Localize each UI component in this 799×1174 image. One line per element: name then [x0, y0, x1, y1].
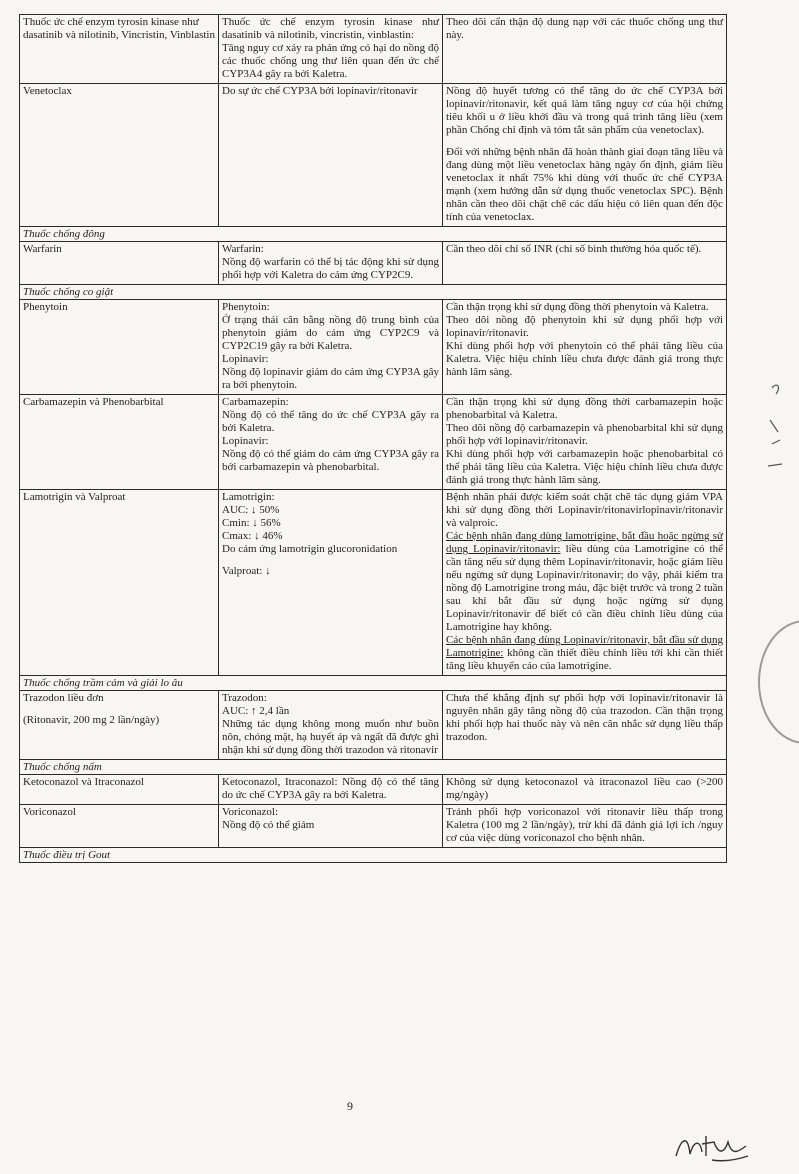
cell-paragraph: Lopinavir: [222, 435, 269, 447]
table-row [20, 242, 727, 285]
cell-paragraph: Bệnh nhân phải được kiểm soát chặt chẽ tác dụng giảm VPA khi sử dụng đồng thời Lopinavir/ritonavirlopinavir/ritonavir và valproic. [446, 491, 723, 529]
signature-mark [672, 1126, 752, 1166]
cell-paragraph: Cần thận trọng khi sử dụng đồng thời phenytoin và Kaletra. [446, 301, 709, 313]
cell-paragraph: Trazodon liều đơn [23, 692, 104, 704]
section-title: Thuốc chống trầm cảm và giải lo âu [20, 676, 727, 691]
effect-cell [219, 691, 443, 760]
cell-paragraph: Lamotrigin và Valproat [23, 491, 126, 503]
recommendation-cell [443, 300, 727, 395]
cell-paragraph: Chưa thể khẳng định sự phối hợp với lopinavir/ritonavir là nguyên nhân gây tăng nồng độ của trazodon. Cần thận trọng khi phối hợp hai thuốc này và nên cân nhắc sử dụng liều thấp trazodon. [446, 692, 723, 743]
effect-cell [219, 775, 443, 805]
drug-name-cell [20, 775, 219, 805]
table-row [20, 805, 727, 848]
drug-name-cell [20, 490, 219, 676]
table-row [20, 395, 727, 490]
table-row [20, 300, 727, 395]
section-title: Thuốc điều trị Gout [20, 848, 727, 863]
cell-paragraph: Khi dùng phối hợp với carbamazepin hoặc phenobarbital có thể phải tăng liều của Kaletra. Việc hiệu chỉnh liều chưa được đánh giá trong thực hành lâm sàng. [446, 448, 723, 486]
section-header-row [20, 760, 727, 775]
table-row [20, 691, 727, 760]
cell-paragraph: Voriconazol [23, 806, 76, 818]
drug-name-cell [20, 15, 219, 84]
table-row [20, 490, 727, 676]
cell-paragraph: Nồng độ có thể tăng do ức chế CYP3A gây ra bởi Kaletra. [222, 409, 439, 434]
paragraph-gap [222, 556, 439, 565]
cell-paragraph: Trazodon: [222, 692, 267, 704]
section-title: Thuốc chống đông [20, 227, 727, 242]
cell-paragraph: Đối với những bệnh nhân đã hoàn thành giai đoạn tăng liều và đang dùng một liều venetoclax hàng ngày ổn định, giảm liều venetoclax ít nhất 75% khi dùng với thuốc ức chế CYP3A mạnh (xem hướng dẫn sử dụng thuốc venetoclax SPC). Bệnh nhân cần theo dõi chặt chẽ các dấu hiệu có liên quan đến độc tính của venetoclax. [446, 146, 723, 223]
cell-paragraph: Nồng độ lopinavir giảm do cảm ứng CYP3A gây ra bởi phenytoin. [222, 366, 439, 391]
paragraph-gap [446, 137, 723, 146]
effect-cell [219, 242, 443, 285]
underlined-lead-in: Các bệnh nhân đang dùng lamotrigine, bắt đầu hoặc ngừng sử dụng Lopinavir/ritonavir: [446, 530, 723, 555]
cell-paragraph: Không sử dụng ketoconazol và itraconazol liều cao (>200 mg/ngày) [446, 776, 723, 801]
cell-paragraph: Phenytoin: [222, 301, 270, 313]
recommendation-cell [443, 805, 727, 848]
recommendation-cell [443, 15, 727, 84]
cell-paragraph: Phenytoin [23, 301, 68, 313]
cell-paragraph: Nồng độ có thể giảm [222, 819, 315, 831]
page-number: 9 [347, 1099, 353, 1113]
effect-cell [219, 395, 443, 490]
partial-seal-stamp [758, 620, 799, 744]
recommendation-cell [443, 775, 727, 805]
cell-paragraph: Valproat: ↓ [222, 565, 271, 577]
cell-paragraph: Do sự ức chế CYP3A bởi lopinavir/ritonavir [222, 85, 418, 97]
cell-paragraph: AUC: ↓ 50% [222, 504, 280, 516]
cell-paragraph: AUC: ↑ 2,4 lần [222, 705, 290, 717]
cell-paragraph: Cmax: ↓ 46% [222, 530, 283, 542]
cell-paragraph: Do cảm ứng lamotrigin glucoronidation [222, 543, 398, 555]
underlined-lead-in: Các bệnh nhân đang dùng Lopinavir/ritonavir, bắt đầu sử dụng Lamotrigine: [446, 634, 723, 659]
cell-paragraph: Theo dõi cẩn thận độ dung nạp với các thuốc chống ung thư này. [446, 16, 723, 41]
cell-paragraph: Theo dõi nồng độ phenytoin khi sử dụng phối hợp với lopinavir/ritonavir. [446, 314, 723, 339]
table-row [20, 775, 727, 805]
cell-paragraph: Tăng nguy cơ xảy ra phản ứng có hại do nồng độ các thuốc chống ung thư liên quan đến ức chế CYP3A4 gây ra bởi Kaletra. [222, 42, 439, 80]
cell-paragraph: Carbamazepin: [222, 396, 289, 408]
section-header-row [20, 285, 727, 300]
cell-paragraph: Thuốc ức chế enzym tyrosin kinase như dasatinib và nilotinib, vincristin, vinblastin: [222, 16, 439, 41]
cell-paragraph: Ở trạng thái cân bằng nồng độ trung bình của phenytoin giảm do cảm ứng CYP2C9 và CYP2C19 gây ra bởi Kaletra. [222, 314, 439, 352]
cell-paragraph: Nồng độ có thể giảm do cảm ứng CYP3A gây ra bởi carbamazepin và phenobarbital. [222, 448, 439, 473]
cell-paragraph: Cmin: ↓ 56% [222, 517, 281, 529]
drug-name-cell [20, 300, 219, 395]
effect-cell [219, 805, 443, 848]
cell-paragraph: Theo dõi nồng độ carbamazepin và phenobarbital khi sử dụng phối hợp với lopinavir/ritonavir. [446, 422, 723, 447]
cell-paragraph: Voriconazol: [222, 806, 279, 818]
section-header-row [20, 848, 727, 863]
paragraph-gap [23, 705, 215, 714]
cell-paragraph: Những tác dụng không mong muốn như buồn nôn, chóng mặt, hạ huyết áp và ngất đã được ghi nhận khi sử dụng đồng thời trazodon và ritonavir [222, 718, 439, 756]
cell-paragraph: Lamotrigin: [222, 491, 275, 503]
margin-handwriting-marks [762, 380, 792, 480]
effect-cell [219, 300, 443, 395]
drug-name-cell [20, 84, 219, 227]
cell-paragraph: Ketoconazol và Itraconazol [23, 776, 144, 788]
section-title: Thuốc chống co giật [20, 285, 727, 300]
cell-paragraph: Cần thận trọng khi sử dụng đồng thời carbamazepin hoặc phenobarbital và Kaletra. [446, 396, 723, 421]
cell-paragraph: Cần theo dõi chỉ số INR (chỉ số bình thường hóa quốc tế). [446, 243, 702, 255]
effect-cell [219, 84, 443, 227]
section-header-row [20, 676, 727, 691]
cell-paragraph: Nồng độ huyết tương có thể tăng do ức chế CYP3A bởi lopinavir/ritonavir, kết quả làm tăng nguy cơ của hội chứng tiêu khối u ở liều khởi đầu và trong quá trình tăng liều (xem phần Chống chỉ định và tóm tắt sản phẩm của venetoclax). [446, 85, 723, 136]
cell-paragraph: Ketoconazol, Itraconazol: Nồng độ có thể tăng do ức chế CYP3A gây ra bởi Kaletra. [222, 776, 439, 801]
cell-paragraph: Các bệnh nhân đang dùng lamotrigine, bắt đầu hoặc ngừng sử dụng Lopinavir/ritonavir: liều dùng của Lamotrigine có thể cần tăng nếu sử dụng thêm Lopinavir/ritonavir, hoặc giảm liều nếu ngừng sử dụng Lopinavir/ritonavir; do vậy, phải kiểm tra nồng độ Lamotrigine trong máu, đặc biệt trước và trong 2 tuần sau khi bắt đầu sử dụng hoặc ngừng sử dụng Lopinavir/ritonavir để biết có cần điều chỉnh liều dùng của Lamotrigine hay không. [446, 530, 723, 633]
cell-paragraph: Venetoclax [23, 85, 72, 97]
cell-paragraph: Lopinavir: [222, 353, 269, 365]
cell-paragraph: Warfarin [23, 243, 62, 255]
section-title: Thuốc chống nấm [20, 760, 727, 775]
drug-name-cell [20, 242, 219, 285]
cell-paragraph: (Ritonavir, 200 mg 2 lần/ngày) [23, 714, 160, 726]
effect-cell [219, 15, 443, 84]
table-row [20, 15, 727, 84]
recommendation-cell [443, 691, 727, 760]
recommendation-cell [443, 242, 727, 285]
cell-paragraph: Warfarin: [222, 243, 264, 255]
section-header-row [20, 227, 727, 242]
cell-paragraph: Nồng độ warfarin có thể bị tác động khi sử dụng phối hợp với Kaletra do cảm ứng CYP2C9. [222, 256, 439, 281]
cell-paragraph: Tránh phối hợp voriconazol với ritonavir liều thấp trong Kaletra (100 mg 2 lần/ngày), trừ khi đã đánh giá lợi ích /nguy cơ của việc dùng voriconazol cho bệnh nhân. [446, 806, 723, 844]
drug-interaction-table [19, 14, 727, 863]
recommendation-cell [443, 84, 727, 227]
drug-name-cell [20, 805, 219, 848]
table-row [20, 84, 727, 227]
drug-name-cell [20, 691, 219, 760]
drug-name-cell [20, 395, 219, 490]
recommendation-cell [443, 395, 727, 490]
effect-cell [219, 490, 443, 676]
cell-paragraph: Thuốc ức chế enzym tyrosin kinase như dasatinib và nilotinib, Vincristin, Vinblastin [23, 16, 215, 41]
cell-paragraph: Khi dùng phối hợp với phenytoin có thể phải tăng liều của Kaletra. Việc hiệu chỉnh liều chưa được đánh giá trong thực hành lâm sàng. [446, 340, 723, 378]
cell-paragraph: Carbamazepin và Phenobarbital [23, 396, 164, 408]
recommendation-cell [443, 490, 727, 676]
cell-paragraph: Các bệnh nhân đang dùng Lopinavir/ritonavir, bắt đầu sử dụng Lamotrigine: không cần thiết điều chỉnh liều tới khi cần thiết tăng liều khuyến cáo của lamotrigine. [446, 634, 723, 672]
